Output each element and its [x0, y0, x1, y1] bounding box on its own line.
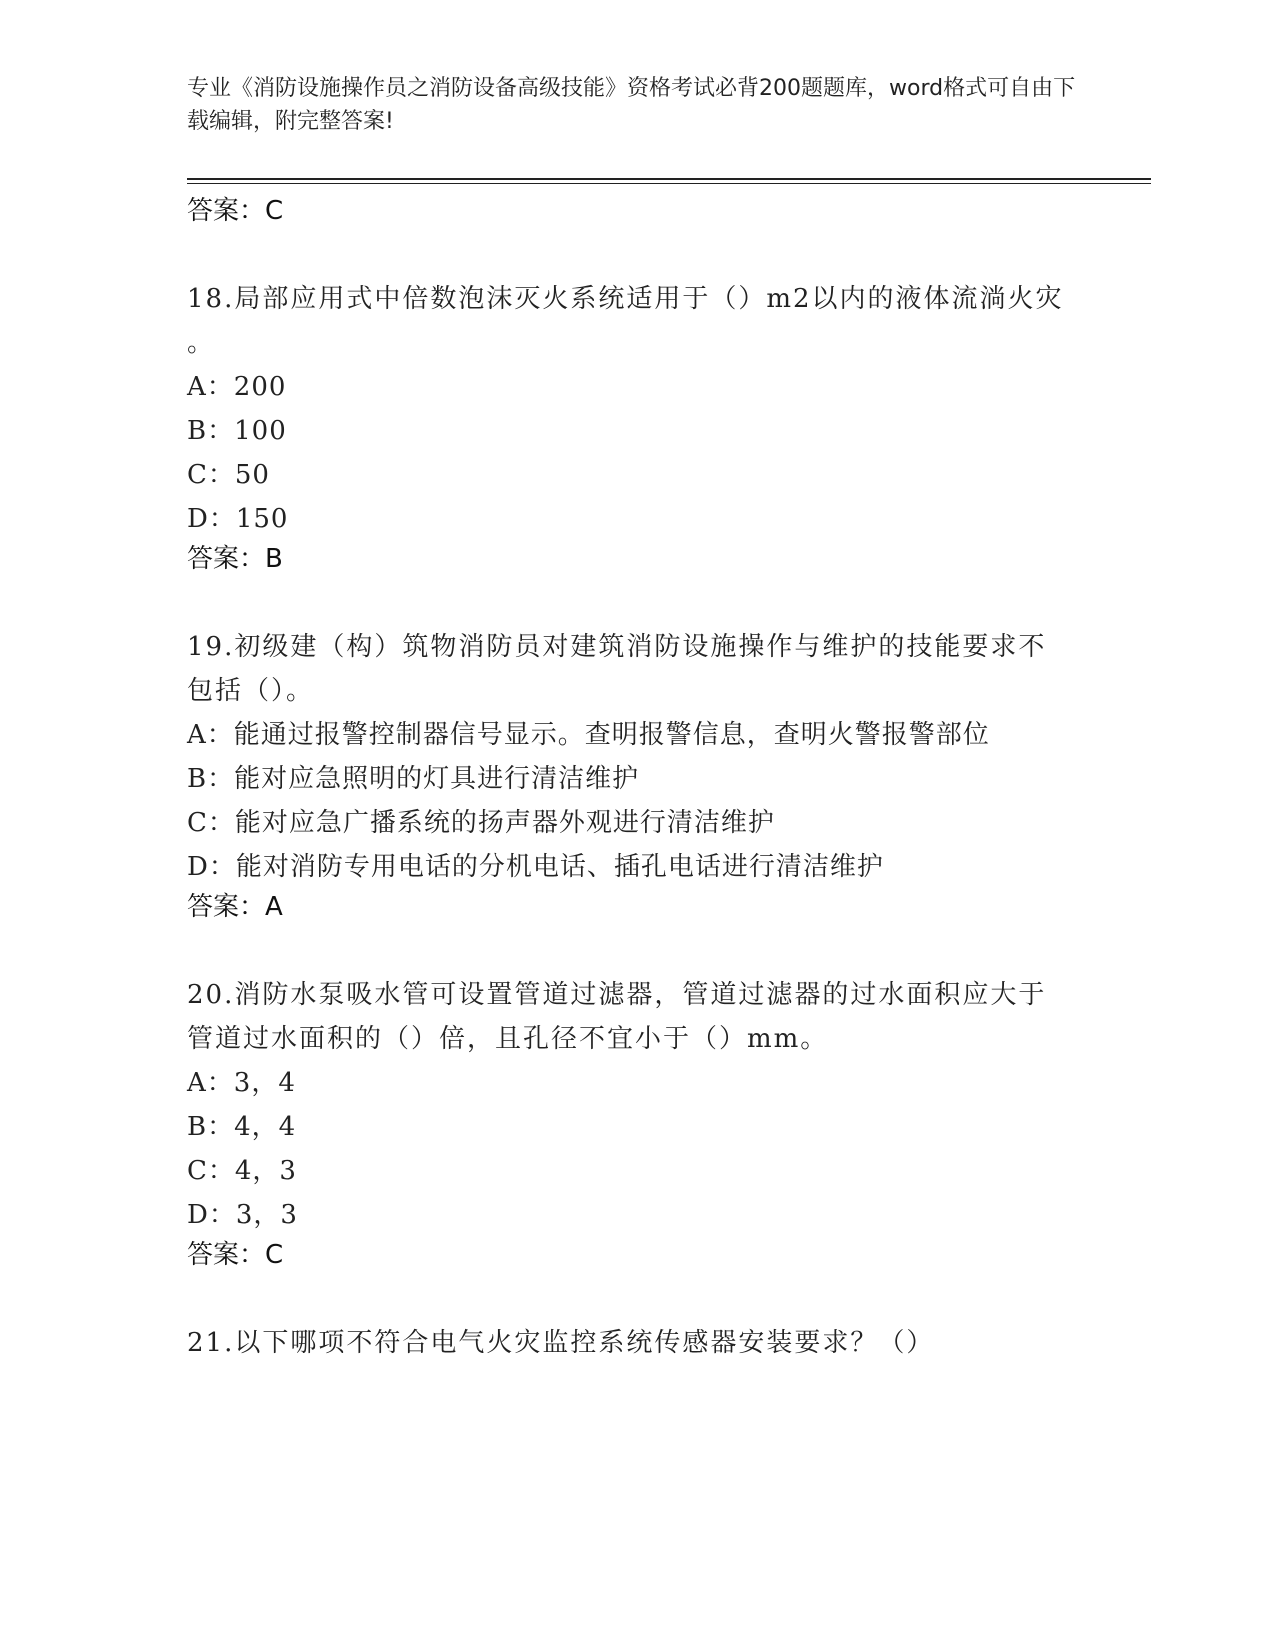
- question-19-option-c: C：能对应急广播系统的扬声器外观进行清洁维护: [187, 808, 775, 838]
- question-19-answer: 答案：A: [187, 892, 283, 922]
- answer-prev: 答案：C: [187, 196, 284, 226]
- question-20-option-b: B：4，4: [187, 1112, 297, 1142]
- question-18-option-b: B：100: [187, 416, 287, 446]
- document-header: 专业《消防设施操作员之消防设备高级技能》资格考试必背200题题库，word格式可自由下载编辑，附完整答案!: [187, 76, 1076, 134]
- question-20-option-d: D：3，3: [187, 1200, 298, 1230]
- question-20-option-a: A：3，4: [187, 1068, 296, 1098]
- question-19-option-a: A：能通过报警控制器信号显示。查明报警信息，查明火警报警部位: [187, 720, 990, 750]
- question-19-option-b: B：能对应急照明的灯具进行清洁维护: [187, 764, 640, 794]
- question-20-line-2: 管道过水面积的（）倍，且孔径不宜小于（）mm。: [187, 1024, 829, 1054]
- question-18-option-a: A：200: [187, 372, 287, 402]
- header-divider-thin: [187, 183, 1151, 184]
- question-19-line-2: 包括（）。: [187, 676, 315, 706]
- question-20-answer: 答案：C: [187, 1240, 284, 1270]
- question-18-option-c: C：50: [187, 460, 270, 490]
- question-18-line-1: 18.局部应用式中倍数泡沫灭火系统适用于（）m2以内的液体流淌火灾: [187, 284, 1064, 314]
- question-19-line-1: 19.初级建（构）筑物消防员对建筑消防设施操作与维护的技能要求不: [187, 632, 1047, 662]
- question-20-line-1: 20.消防水泵吸水管可设置管道过滤器，管道过滤器的过水面积应大于: [187, 980, 1047, 1010]
- question-21-line-1: 21.以下哪项不符合电气火灾监控系统传感器安装要求？（）: [187, 1328, 935, 1358]
- question-18-option-d: D：150: [187, 504, 289, 534]
- question-18-line-2: 。: [187, 328, 216, 358]
- question-20-option-c: C：4，3: [187, 1156, 297, 1186]
- question-19-option-d: D：能对消防专用电话的分机电话、插孔电话进行清洁维护: [187, 852, 884, 882]
- header-divider-thick: [187, 178, 1151, 180]
- question-18-answer: 答案：B: [187, 544, 283, 574]
